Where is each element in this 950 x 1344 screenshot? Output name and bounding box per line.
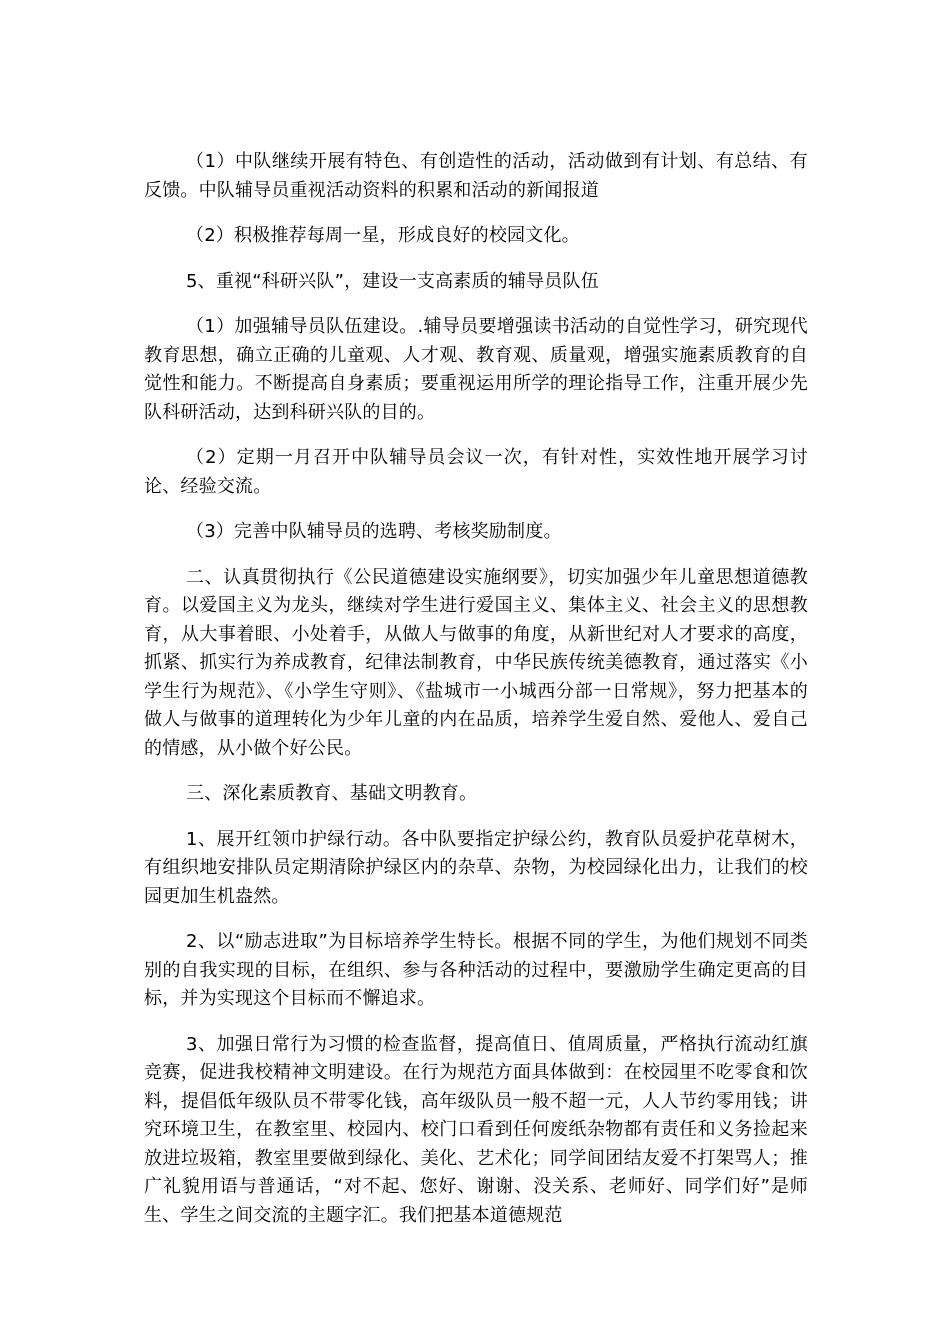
paragraph-5-1: （1）加强辅导员队伍建设。.辅导员要增强读书活动的自觉性学习，研究现代教育思想，确立正确的儿童观、人才观、教育观、质量观，增强实施素质教育的自觉性和能力。不断提高自身素质；要重视运用所学的理论指导工作，注重开展少先队科研活动，达到科研兴队的目的。 [144, 316, 808, 423]
section-three-heading: 三、深化素质教育、基础文明教育。 [186, 783, 478, 804]
paragraph-1-2: （2）积极推荐每周一星，形成良好的校园文化。 [186, 225, 580, 246]
paragraph-3-3: 3、加强日常行为习惯的检查监督，提高值日、值周质量，严格执行流动红旗竞赛，促进我校精神文明建设。在行为规范方面具体做到：在校园里不吃零食和饮料，提倡低年级队员不带零化钱，高年级队员一般不超一元，人人节约零用钱；讲究环境卫生，在教室里、校园内、校门口看到任何废纸杂物都有责任和义务捡起来放进垃圾箱，教室里要做到绿化、美化、艺术化；同学间团结友爱不打架骂人；推广礼貌用语与普通话，“对不起、您好、谢谢、没关系、老师好、同学们好”是师生、学生之间交流的主题字汇。我们把基本道德规范 [144, 1033, 808, 1226]
paragraph-5-2: （2）定期一月召开中队辅导员会议一次，有针对性，实效性地开展学习讨论、经验交流。 [144, 447, 808, 497]
paragraph-5-3: （3）完善中队辅导员的选聘、考核奖励制度。 [186, 521, 562, 542]
paragraph-1-1: （1）中队继续开展有特色、有创造性的活动，活动做到有计划、有总结、有反馈。中队辅导员重视活动资料的积累和活动的新闻报道 [144, 151, 808, 201]
section-heading-5: 5、重视“科研兴队”，建设一支高素质的辅导员队伍 [186, 270, 599, 292]
document-body [144, 148, 808, 1230]
paragraph-3-2: 2、以“励志进取”为目标培养学生特长。根据不同的学生，为他们规划不同类别的自我实现的目标，在组织、参与各种活动的过程中，要激励学生确定更高的目标，并为实现这个目标而不懈追求。 [144, 931, 808, 1009]
section-two: 二、认真贯彻执行《公民道德建设实施纲要》，切实加强少年儿童思想道德教育。以爱国主义为龙头，继续对学生进行爱国主义、集体主义、社会主义的思想教育，从大事着眼、小处着手，从做人与做事的角度，从新世纪对人才要求的高度，抓紧、抓实行为养成教育，纪律法制教育，中华民族传统美德教育，通过落实《小学生行为规范》、《小学生守则》、《盐城市一小城西分部一日常规》，努力把基本的做人与做事的道理转化为少年儿童的内在品质，培养学生爱自然、爱他人、爱自己的情感，从小做个好公民。 [144, 566, 808, 759]
paragraph-3-1: 1、展开红领巾护绿行动。各中队要指定护绿公约，教育队员爱护花草树木，有组织地安排队员定期清除护绿区内的杂草、杂物，为校园绿化出力，让我们的校园更加生机盎然。 [144, 828, 808, 907]
